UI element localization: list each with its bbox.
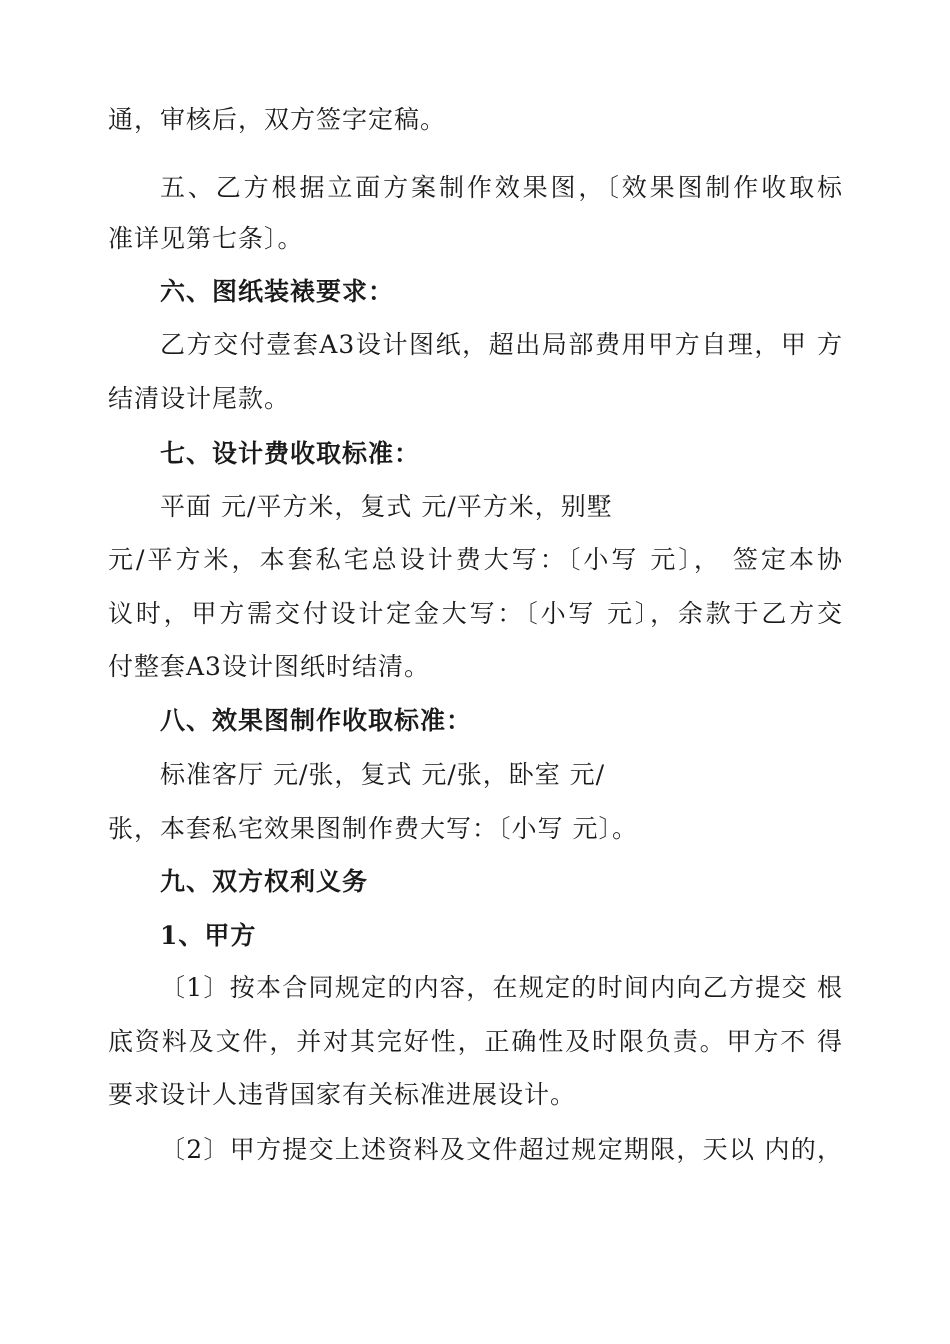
paragraph-line: 〔2〕甲方提交上述资料及文件超过规定期限，天以 内的， bbox=[160, 1135, 843, 1164]
paragraph-line: 标准客厅 元/张，复式 元/张，卧室 元/ bbox=[160, 760, 606, 789]
paragraph-line: 准详见第七条〕。 bbox=[108, 224, 304, 253]
paragraph-line: 付整套A3设计图纸时结清。 bbox=[108, 652, 430, 681]
paragraph-line: 通，审核后，双方签字定稿。 bbox=[108, 105, 447, 134]
paragraph-line: 结清设计尾款。 bbox=[108, 384, 291, 413]
section-5-line: 五、乙方根据立面方案制作效果图，〔效果图制作收取标 bbox=[160, 173, 843, 202]
paragraph-line: 要求设计人违背国家有关标准进展设计。 bbox=[108, 1080, 577, 1109]
paragraph-line: 平面 元/平方米，复式 元/平方米，别墅 bbox=[160, 492, 613, 521]
section-7-heading: 七、设计费收取标准： bbox=[160, 439, 421, 468]
paragraph-line: 元/平方米，本套私宅总设计费大写：〔小写 元〕， 签定本协 bbox=[108, 545, 843, 574]
subsection-heading: 1、甲方 bbox=[160, 921, 257, 950]
section-9-heading: 九、双方权利义务 bbox=[160, 867, 369, 896]
section-8-heading: 八、效果图制作收取标准： bbox=[160, 706, 473, 735]
paragraph-line: 议时，甲方需交付设计定金大写：〔小写 元〕，余款于乙方交 bbox=[108, 599, 843, 628]
section-6-heading: 六、图纸装裱要求： bbox=[160, 277, 395, 306]
paragraph-line: 底资料及文件，并对其完好性，正确性及时限负责。甲方不 得 bbox=[108, 1027, 843, 1056]
paragraph-line: 张，本套私宅效果图制作费大写：〔小写 元〕。 bbox=[108, 814, 638, 843]
paragraph-line: 〔1〕按本合同规定的内容，在规定的时间内向乙方提交 根 bbox=[160, 973, 843, 1002]
paragraph-line: 乙方交付壹套A3设计图纸，超出局部费用甲方自理，甲 方 bbox=[160, 330, 843, 359]
